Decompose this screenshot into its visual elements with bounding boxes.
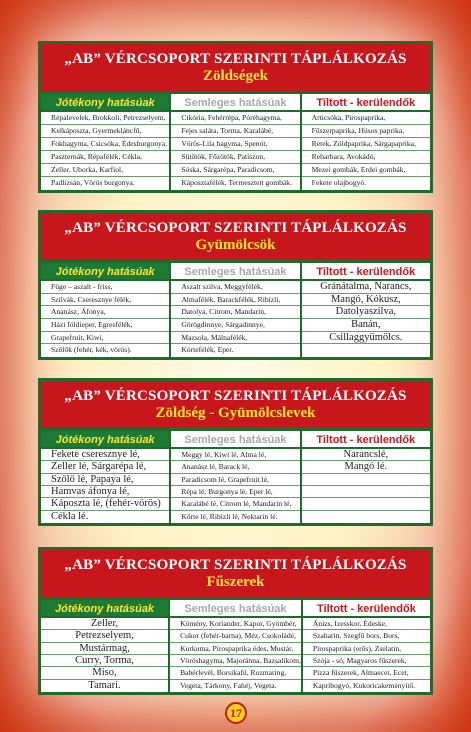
list-item: Gránátalma, Narancs, [302, 281, 430, 294]
section-header [41, 550, 430, 600]
list-item: Vöröshagyma, Majoránna, Bazsalikom, [170, 655, 301, 667]
column-header-forbidden: Tiltott - kerülendők [302, 263, 430, 281]
column-header-forbidden: Tiltott - kerülendők [302, 94, 430, 112]
list-item: Kapribogyó, Kukoricakeményítő. [312, 680, 416, 690]
column-header-beneficial: Jótékony hatásúak [41, 431, 169, 449]
section-vegetables [38, 41, 433, 193]
list-item [302, 474, 430, 486]
list-item: Fűszerpaprika, Húsos paprika, [302, 125, 430, 138]
section-subtitle: Gyümölcsök [195, 237, 276, 253]
list-item: Mangó lé. [302, 461, 430, 473]
list-item: Curry, Torma, [41, 655, 168, 667]
list-item: Vörös-Lila hagyma, Spenót, [171, 138, 299, 151]
section-subtitle: Zöldségek [202, 68, 268, 84]
list-item: Ananász lé, Barack lé, [171, 461, 299, 473]
list-item: Cikória, Fehérrépa, Póréhagyma, [171, 112, 299, 125]
list-item: Petrezselyem, [41, 630, 168, 642]
forbidden-list [302, 281, 430, 357]
list-item: Cékla lé. [51, 510, 89, 522]
beneficial-list [41, 618, 168, 692]
list-item: Fekete olajbogyó. [311, 178, 367, 187]
list-item: Szója - só, Magyaros fűszerek, [303, 655, 430, 667]
column-beneficial [41, 431, 171, 523]
column-forbidden [302, 431, 430, 523]
neutral-list [171, 449, 299, 523]
column-beneficial [41, 94, 171, 190]
list-item: Articsóka, Pirospaprika, [302, 112, 430, 125]
list-item: Mangó, Kókusz, [302, 294, 430, 307]
neutral-list [170, 618, 301, 692]
neutral-list [171, 112, 299, 190]
beneficial-list [41, 449, 169, 523]
list-item: Mazsola, Málnafélék, [171, 332, 299, 345]
list-item: Aszalt szilva, Meggyfélék, [171, 281, 299, 294]
list-item [302, 511, 430, 523]
column-forbidden [302, 263, 430, 357]
list-item: Datolya, Citrom, Mandarin, [171, 306, 299, 319]
list-item: Babérlevél, Borsikafű, Rozmaring, [170, 667, 301, 679]
column-neutral [171, 94, 301, 190]
list-item: Zeller lé, Sárgarépa lé, [41, 461, 169, 473]
list-item: Csillaggyümölcs. [302, 332, 430, 345]
list-item: Görögdinnye, Sárgadinnye, [171, 319, 299, 332]
list-item: Répa lé, Burgonya lé, Eper lé, [171, 486, 299, 498]
column-header-forbidden: Tiltott - kerülendők [303, 600, 430, 618]
list-item: Szilvák, Cseresznye félék, [41, 294, 169, 307]
forbidden-list [303, 618, 430, 692]
list-item [302, 498, 430, 510]
list-item: Tamari. [88, 679, 121, 691]
section-title: „AB” VÉRCSOPORT SZERINTI TÁPLÁLKOZÁS [64, 388, 407, 404]
list-item: Miso, [41, 667, 168, 679]
list-item: Fekete cseresznye lé, [41, 449, 169, 461]
list-item: Szőlő lé, Papaya lé, [41, 474, 169, 486]
list-item: Vegeta, Tárkony, Fahéj, Vegeta. [180, 680, 277, 690]
list-item: Házi földieper, Egresfélék, [41, 319, 169, 332]
list-item: Sütőtök, Főzőtök, Patiszon, [171, 151, 299, 164]
column-forbidden [303, 600, 430, 692]
list-item: Szőlők (fehér, kék, vörös). [51, 345, 132, 355]
list-item: Kurkuma, Pirospaprika édes, Mustár, [170, 643, 301, 655]
column-header-neutral: Semleges hatásúak [171, 94, 299, 112]
section-header [41, 213, 430, 263]
section-juices [38, 378, 433, 526]
list-item: Grapefruit, Kiwi, [41, 332, 169, 345]
list-item: Fejes saláta, Torma, Karalábé, [171, 125, 299, 138]
list-item: Narancslé, [302, 449, 430, 461]
list-item: Cukor (fehér-barna), Méz, Csokoládé, [170, 630, 301, 642]
list-item: Körtefélék, Eper. [181, 345, 234, 355]
list-item: Padlizsán, Vörös burgonya. [51, 178, 135, 187]
list-item: Datolyaszilva, [302, 306, 430, 319]
forbidden-list [302, 449, 430, 523]
column-beneficial [41, 600, 170, 692]
neutral-list [171, 281, 299, 357]
page-number: 17 [225, 702, 247, 724]
column-neutral [171, 263, 301, 357]
section-title: „AB” VÉRCSOPORT SZERINTI TÁPLÁLKOZÁS [64, 51, 407, 67]
beneficial-list [41, 112, 169, 190]
column-header-neutral: Semleges hatásúak [171, 431, 299, 449]
list-item: Mezei gombák, Erdei gombák, [302, 164, 430, 177]
column-header-beneficial: Jótékony hatásúak [41, 263, 169, 281]
list-item: Pirospaprika (erős), Zselatin, [303, 643, 430, 655]
list-item: Sóska, Sárgarépa, Paradicsom, [171, 164, 299, 177]
column-beneficial [41, 263, 171, 357]
list-item: Káposztafélék, Termesztett gombák. [181, 178, 292, 187]
list-item: Banán, [302, 319, 430, 332]
list-item: Pizza fűszerek, Almaecet, Ecet, [303, 667, 430, 679]
list-item: Kelkáposzta, Gyermekláncfű, [41, 125, 169, 138]
section-spices [38, 547, 433, 695]
section-subtitle: Fűszerek [206, 574, 265, 590]
section-fruits [38, 210, 433, 360]
column-header-neutral: Semleges hatásúak [170, 600, 301, 618]
list-item [302, 344, 430, 357]
column-header-neutral: Semleges hatásúak [171, 263, 299, 281]
list-item: Füge – aszalt - friss, [41, 281, 169, 294]
list-item: Paradicsom lé, Grapefruit lé, [171, 474, 299, 486]
list-item: Mustármag, [41, 643, 168, 655]
list-item: Répalevelek, Brokkoli, Petrezselyem, [41, 112, 169, 125]
list-item: Meggy lé, Kiwi lé, Alma lé, [171, 449, 299, 461]
list-item: Káposzta lé, (fehér-vörös) [41, 498, 169, 510]
list-item: Ananász, Áfonya, [41, 306, 169, 319]
section-header [41, 381, 430, 431]
list-item: Retek, Zöldpaprika, Sárgapaprika, [302, 138, 430, 151]
forbidden-list [302, 112, 430, 190]
beneficial-list [41, 281, 169, 357]
section-title: „AB” VÉRCSOPORT SZERINTI TÁPLÁLKOZÁS [64, 220, 407, 236]
list-item: Körte lé, Ribizli lé, Nektarin lé. [181, 511, 278, 521]
column-header-beneficial: Jótékony hatásúak [41, 600, 168, 618]
column-neutral [170, 600, 303, 692]
column-neutral [171, 431, 301, 523]
column-header-forbidden: Tiltott - kerülendők [302, 431, 430, 449]
column-forbidden [302, 94, 430, 190]
section-title: „AB” VÉRCSOPORT SZERINTI TÁPLÁLKOZÁS [64, 557, 407, 573]
list-item: Fokhagyma, Csicsóka, Édesburgonya, [41, 138, 169, 151]
column-header-beneficial: Jótékony hatásúak [41, 94, 169, 112]
list-item: Zeller, [41, 618, 168, 630]
list-item: Zeller, Uborka, Karfiol, [41, 164, 169, 177]
list-item: Hamvas áfonya lé, [41, 486, 169, 498]
list-item: Szaharin, Szegfű bors, Bors, [303, 630, 430, 642]
section-header [41, 44, 430, 94]
list-item: Kömény, Koriander, Kapor, Gyömbér, [170, 618, 301, 630]
list-item: Almafélék, Barackfélék, Ribizli, [171, 294, 299, 307]
list-item: Ánizs, Izesskor, Édeske, [303, 618, 430, 630]
list-item: Karalábé lé, Citrom lé, Mandarin lé, [171, 498, 299, 510]
section-subtitle: Zöldség - Gyümölcslevek [155, 405, 316, 421]
list-item: Rebarbara, Avokádó, [302, 151, 430, 164]
list-item: Paszternák, Répafélék, Cékla, [41, 151, 169, 164]
list-item [302, 486, 430, 498]
